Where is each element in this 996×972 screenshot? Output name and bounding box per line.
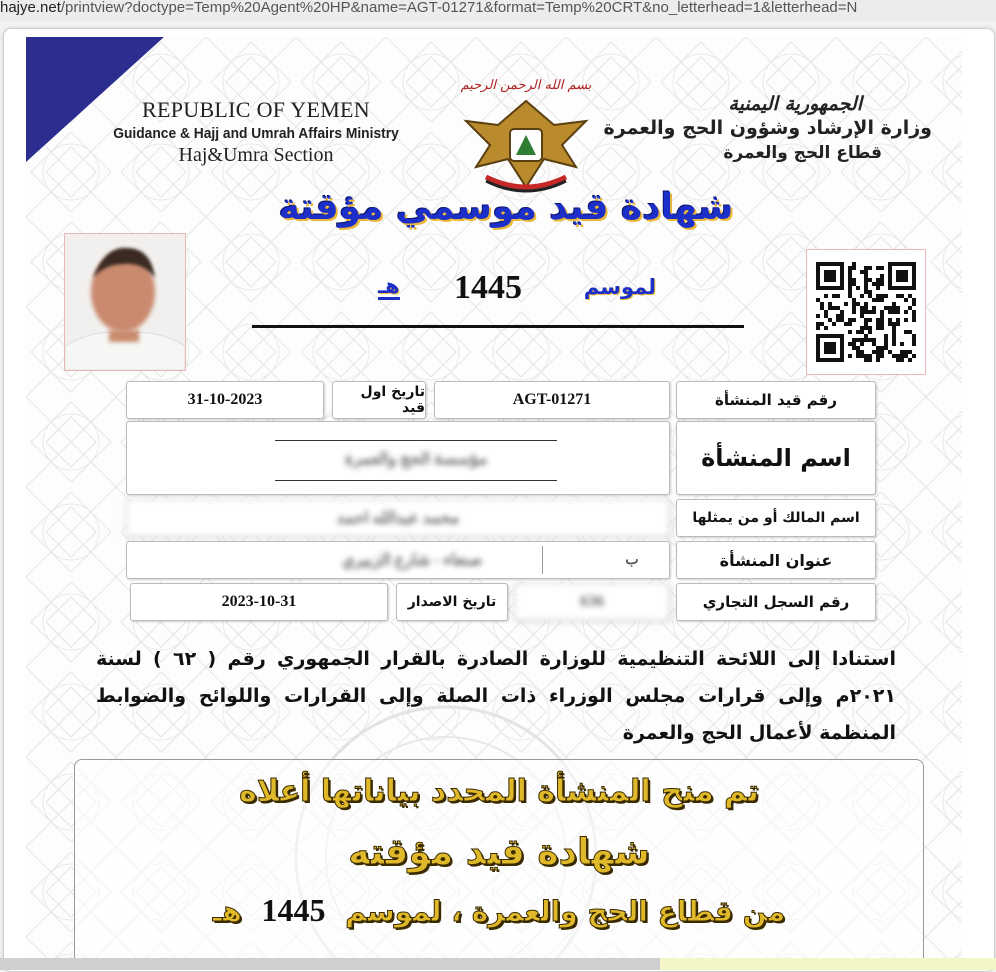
url-domain: hajye.net — [0, 0, 61, 16]
certificate-sheet — [26, 37, 962, 967]
section-name: Haj&Umra Section — [178, 144, 334, 166]
person-photo-icon — [65, 234, 185, 370]
first-reg-date-label: تاريخ اول قيد — [332, 381, 426, 419]
facility-name-value: مؤسسة الحج والعمرة — [344, 451, 488, 468]
qr-code-icon — [806, 249, 926, 375]
certificate-title: شهادة قيد موسمي مؤقتة — [278, 187, 734, 228]
commercial-reg-label: رقم السجل التجاري — [676, 583, 876, 621]
season-line — [366, 269, 666, 309]
grant-line-3-text: من قطاع الحج والعمرة ، لموسم — [345, 895, 786, 928]
address-box — [126, 541, 670, 579]
english-header — [66, 97, 446, 167]
print-preview — [3, 28, 995, 972]
commercial-reg-value: 636 — [514, 583, 670, 621]
arabic-header — [592, 93, 932, 163]
address-prefix: ب — [625, 552, 639, 568]
reg-no-label: رقم قيد المنشأة — [676, 381, 876, 419]
address-value: صنعاء - شارع الزبيري — [341, 552, 483, 569]
title-divider — [252, 325, 744, 328]
owner-value: محمد عبدالله احمد — [126, 499, 670, 537]
basmala: بسم الله الرحمن الرحيم — [460, 78, 592, 93]
season-year: 1445 — [454, 269, 522, 306]
horizontal-scrollbar[interactable] — [0, 958, 996, 970]
holder-photo — [64, 233, 186, 371]
arabic-section-name: قطاع الحج والعمرة — [723, 143, 882, 163]
grant-line-2: شهادة قيد مؤقته — [348, 832, 650, 873]
owner-label: اسم المالك أو من يمثلها — [676, 499, 876, 537]
season-label: لموسم — [583, 275, 656, 299]
arabic-ministry-name: وزارة الإرشاد وشؤون الحج والعمرة — [603, 117, 932, 139]
yemen-emblem-icon — [446, 67, 606, 202]
grant-line-3 — [75, 892, 923, 929]
ministry-name: Guidance & Hajj and Umrah Affairs Ministry — [113, 125, 399, 142]
issue-date-value: 2023-10-31 — [130, 583, 388, 621]
first-reg-date-value: 31-10-2023 — [126, 381, 324, 419]
grant-panel — [74, 759, 924, 967]
issue-date-label: تاريخ الاصدار — [396, 583, 508, 621]
legal-paragraph: استنادا إلى اللائحة التنظيمية للوزارة الصادرة بالقرار الجمهوري رقم ( ٦٢ ) لسنة ٢٠٢١م وإلى قرارات مجلس الوزراء ذات الصلة وإلى القرارات واللوائح والضوابط المنظمة لأعمال الحج والعمرة — [96, 648, 896, 744]
reg-no-value: AGT-01271 — [434, 381, 670, 419]
url-path: /printview?doctype=Temp%20Agent%20HP&name=AGT-01271&format=Temp%20CRT&no_letterhead=1&letterhead=N — [60, 0, 858, 16]
country-name: REPUBLIC OF YEMEN — [142, 97, 370, 122]
scrollbar-highlight — [660, 958, 996, 970]
hijri-suffix: هـ — [378, 274, 400, 298]
grant-line-1: تم منح المنشأة المحدد بياناتها أعلاه — [239, 774, 759, 809]
address-label: عنوان المنشأة — [676, 541, 876, 579]
grant-hijri-suffix: هـ — [212, 895, 242, 928]
address-bar[interactable] — [0, 0, 996, 22]
facility-name-label: اسم المنشأة — [676, 421, 876, 495]
arabic-country-name: الجمهورية اليمنية — [728, 93, 862, 115]
grant-season-year: 1445 — [261, 892, 326, 928]
facility-name-box — [126, 421, 670, 495]
